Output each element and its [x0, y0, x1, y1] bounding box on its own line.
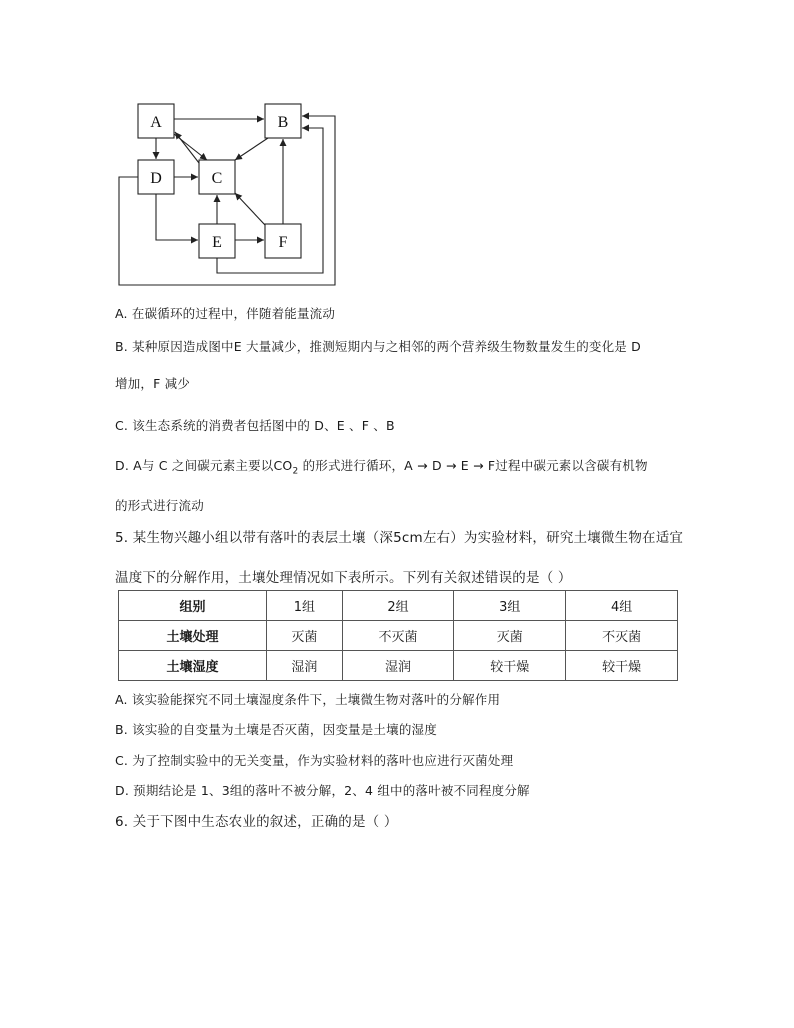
table-cell: 较干燥 [454, 651, 566, 681]
arrow-f-to-c [235, 193, 265, 225]
q4-option-a: A. 在碳循环的过程中，伴随着能量流动 [115, 306, 336, 321]
table-cell: 湿润 [342, 651, 454, 681]
node-label-a: A [150, 114, 162, 131]
table-cell: 灭菌 [267, 621, 342, 651]
q4-option-d-post: 的形式进行循环，A → D → E → F过程中碳元素以含碳有机物 [298, 458, 648, 473]
q5-stem-line1: 5. 某生物兴趣小组以带有落叶的表层土壤（深5cm左右）为实验材料，研究土壤微生物在适宜 [115, 530, 684, 546]
q4-option-d-line1 [115, 456, 648, 477]
table-cell: 土壤处理 [119, 621, 267, 651]
table-header-cell: 4组 [566, 591, 678, 621]
node-label-f: F [278, 234, 288, 251]
q4-option-d-line2: 的形式进行流动 [115, 498, 204, 513]
table-header-cell: 1组 [267, 591, 342, 621]
q4-option-b-line1: B. 某种原因造成图中E 大量减少，推测短期内与之相邻的两个营养级生物数量发生的变化是 D [115, 339, 641, 354]
node-label-d: D [150, 170, 162, 187]
arrow-c-to-a [175, 132, 199, 163]
table-cell: 不灭菌 [342, 621, 454, 651]
experiment-table [118, 590, 678, 681]
table-header-cell: 组别 [119, 591, 267, 621]
table-cell: 不灭菌 [566, 621, 678, 651]
table-cell: 较干燥 [566, 651, 678, 681]
carbon-cycle-diagram [110, 95, 350, 295]
q5-option-b: B. 该实验的自变量为土壤是否灭菌，因变量是土壤的湿度 [115, 722, 437, 737]
table-header-cell: 2组 [342, 591, 454, 621]
table-cell: 湿润 [267, 651, 342, 681]
q5-option-d: D. 预期结论是 1、3组的落叶不被分解，2、4 组中的落叶被不同程度分解 [115, 783, 530, 798]
table-row [119, 651, 678, 681]
q4-option-b-line2: 增加，F 减少 [115, 376, 191, 391]
arrow-b-to-c [235, 138, 268, 160]
q4-option-d-pre: D. A与 C 之间碳元素主要以CO [115, 458, 293, 473]
table-header-row [119, 591, 678, 621]
q5-option-c: C. 为了控制实验中的无关变量，作为实验材料的落叶也应进行灭菌处理 [115, 753, 514, 768]
table-header-cell: 3组 [454, 591, 566, 621]
q6-stem: 6. 关于下图中生态农业的叙述，正确的是（ ） [115, 814, 398, 830]
q4-option-c: C. 该生态系统的消费者包括图中的 D、E 、F 、B [115, 418, 395, 433]
node-label-e: E [212, 234, 222, 251]
table-row [119, 621, 678, 651]
arrow-e-to-b [217, 128, 323, 273]
node-label-c: C [211, 170, 223, 187]
arrow-d-to-e [156, 194, 198, 240]
co2-subscript: 2 [292, 466, 299, 477]
table-cell: 土壤湿度 [119, 651, 267, 681]
table-cell: 灭菌 [454, 621, 566, 651]
q5-option-a: A. 该实验能探究不同土壤湿度条件下，土壤微生物对落叶的分解作用 [115, 692, 501, 707]
arrow-d-to-b [119, 116, 335, 285]
q5-stem-line2: 温度下的分解作用，土壤处理情况如下表所示。下列有关叙述错误的是（ ） [115, 570, 572, 586]
node-label-b: B [277, 114, 289, 131]
